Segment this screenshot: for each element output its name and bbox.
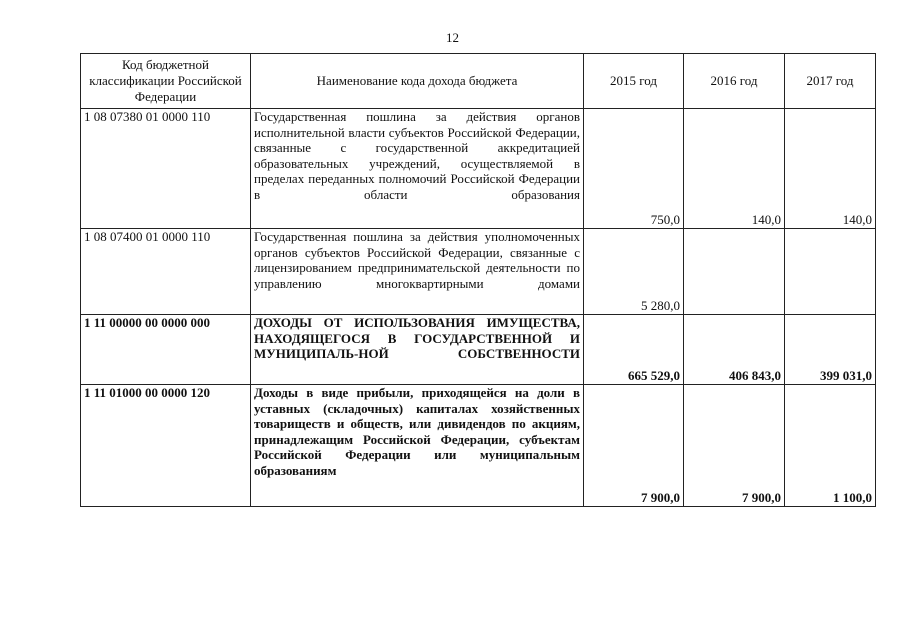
- row-value-2017: 1 100,0: [785, 385, 876, 507]
- table-row: [81, 315, 876, 385]
- row-value-2017: 399 031,0: [785, 315, 876, 385]
- row-code: 1 11 00000 00 0000 000: [81, 315, 251, 385]
- row-value-2017: 140,0: [785, 109, 876, 229]
- row-name: Доходы в виде прибыли, приходящейся на доли в уставных (складочных) капиталах хозяйственных товариществ и обществ, или дивидендов по акциям, принадлежащим Российской Федерации, субъектам Российской Федерации или муниципальным образованиям: [251, 385, 584, 507]
- header-2017: 2017 год: [785, 54, 876, 109]
- row-value-2016: [684, 229, 785, 315]
- row-value-2017: [785, 229, 876, 315]
- table-row: [81, 385, 876, 507]
- row-value-2015: 665 529,0: [584, 315, 684, 385]
- header-2015: 2015 год: [584, 54, 684, 109]
- row-value-2016: 7 900,0: [684, 385, 785, 507]
- row-code: 1 08 07380 01 0000 110: [81, 109, 251, 229]
- row-code: 1 08 07400 01 0000 110: [81, 229, 251, 315]
- row-value-2015: 750,0: [584, 109, 684, 229]
- row-name: Государственная пошлина за действия уполномоченных органов субъектов Российской Федерации, связанные с лицензированием предпринимательской деятельности по управлению многоквартирными домами: [251, 229, 584, 315]
- row-value-2016: 140,0: [684, 109, 785, 229]
- table-header-row: [81, 54, 876, 109]
- row-code: 1 11 01000 00 0000 120: [81, 385, 251, 507]
- row-value-2015: 7 900,0: [584, 385, 684, 507]
- table-row: [81, 109, 876, 229]
- budget-income-table: [80, 53, 876, 507]
- header-2016: 2016 год: [684, 54, 785, 109]
- row-name: Государственная пошлина за действия органов исполнительной власти субъектов Российской Федерации, связанные с государственной аккредитацией образовательных учреждений, осуществляемой в пределах переданных полномочий Российской Федерации в области образования: [251, 109, 584, 229]
- row-name: ДОХОДЫ ОТ ИСПОЛЬЗОВАНИЯ ИМУЩЕСТВА, НАХОДЯЩЕГОСЯ В ГОСУДАРСТВЕННОЙ И МУНИЦИПАЛЬ-НОЙ СОБСТВЕННОСТИ: [251, 315, 584, 385]
- row-value-2015: 5 280,0: [584, 229, 684, 315]
- table-row: [81, 229, 876, 315]
- header-name: Наименование кода дохода бюджета: [251, 54, 584, 109]
- header-code: Код бюджетной классификации Российской Федерации: [81, 54, 251, 109]
- page-number: 12: [446, 30, 459, 45]
- row-value-2016: 406 843,0: [684, 315, 785, 385]
